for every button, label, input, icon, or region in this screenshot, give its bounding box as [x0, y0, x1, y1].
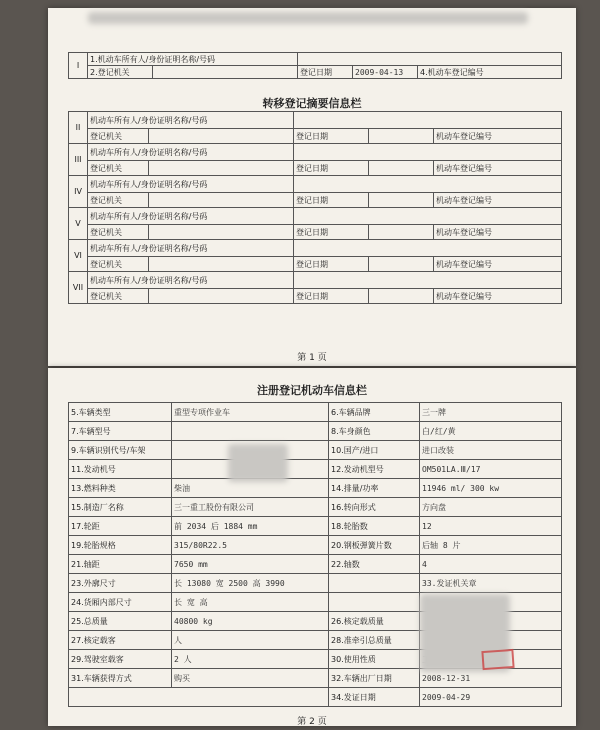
- field-label: 16.转向形式: [329, 498, 420, 517]
- transfer-office-label: 登记机关: [88, 129, 149, 144]
- field-label: 8.车身颜色: [329, 422, 420, 441]
- page-number-2: 第 2 页: [297, 717, 327, 727]
- transfer-no-label: 机动车登记编号: [434, 257, 562, 272]
- field-value: 三一牌: [420, 403, 562, 422]
- issuing-office-stamp: [481, 649, 515, 670]
- field-label: 5.车辆类型: [69, 403, 172, 422]
- transfer-row-number: VI: [69, 240, 88, 272]
- field-label: 23.外廓尺寸: [69, 574, 172, 593]
- field-label: 13.燃料种类: [69, 479, 172, 498]
- registration-row: [69, 422, 562, 441]
- field-label: 6.车辆品牌: [329, 403, 420, 422]
- transfer-section-title: 转移登记摘要信息栏: [262, 97, 362, 110]
- field-label: 21.轴距: [69, 555, 172, 574]
- field-value: 11946 ml/ 300 kw: [420, 479, 562, 498]
- transfer-row-number: VII: [69, 272, 88, 304]
- registration-row: [69, 555, 562, 574]
- field-label: 20.钢板弹簧片数: [329, 536, 420, 555]
- transfer-row-number: V: [69, 208, 88, 240]
- registration-row: [69, 517, 562, 536]
- transfer-office-label: 登记机关: [88, 161, 149, 176]
- field-value: [172, 422, 329, 441]
- field-value: 后轴 8 片: [420, 536, 562, 555]
- transfer-no-label: 机动车登记编号: [434, 225, 562, 240]
- page-1: [48, 8, 576, 366]
- registration-row: [69, 441, 562, 460]
- registration-row: [69, 460, 562, 479]
- field-label: 25.总质量: [69, 612, 172, 631]
- transfer-office-label: 登记机关: [88, 289, 149, 304]
- transfer-table: [68, 111, 562, 304]
- page-number-1: 第 1 页: [297, 353, 327, 363]
- transfer-owner-label: 机动车所有人/身份证明名称/号码: [88, 112, 294, 129]
- field-value: 重型专项作业车: [172, 403, 329, 422]
- redacted-header: [88, 12, 528, 24]
- field-value: 4: [420, 555, 562, 574]
- reg-office-label: 2.登记机关: [88, 66, 153, 79]
- field-label: 11.发动机号: [69, 460, 172, 479]
- transfer-date-label: 登记日期: [294, 289, 369, 304]
- transfer-owner-label: 机动车所有人/身份证明名称/号码: [88, 208, 294, 225]
- transfer-row-number: III: [69, 144, 88, 176]
- transfer-date-label: 登记日期: [294, 129, 369, 144]
- transfer-office-label: 登记机关: [88, 257, 149, 272]
- field-label: 29.驾驶室载客: [69, 650, 172, 669]
- transfer-no-label: 机动车登记编号: [434, 193, 562, 208]
- field-label: 31.车辆获得方式: [69, 669, 172, 688]
- field-value: 三一重工股份有限公司: [172, 498, 329, 517]
- transfer-date-label: 登记日期: [294, 193, 369, 208]
- field-label: 28.准牵引总质量: [329, 631, 420, 650]
- transfer-date-label: 登记日期: [294, 225, 369, 240]
- field-label: 18.轮胎数: [329, 517, 420, 536]
- field-label: 22.轴数: [329, 555, 420, 574]
- field-value: 进口改装: [420, 441, 562, 460]
- field-value: 40800 kg: [172, 612, 329, 631]
- field-label: 14.排量/功率: [329, 479, 420, 498]
- field-label: 32.车辆出厂日期: [329, 669, 420, 688]
- field-value: 白/红/黄: [420, 422, 562, 441]
- transfer-no-label: 机动车登记编号: [434, 129, 562, 144]
- owner-label: 1.机动车所有人/身份证明名称/号码: [88, 53, 298, 66]
- field-value: 柴油: [172, 479, 329, 498]
- field-label: 7.车辆型号: [69, 422, 172, 441]
- field-value: 33.发证机关章: [420, 574, 562, 593]
- transfer-office-label: 登记机关: [88, 225, 149, 240]
- row-number: I: [69, 53, 88, 79]
- field-label: 12.发动机型号: [329, 460, 420, 479]
- field-value: 人: [172, 631, 329, 650]
- redacted-model-vin: [228, 444, 288, 482]
- registration-row: [69, 574, 562, 593]
- field-value: 前 2034 后 1884 mm: [172, 517, 329, 536]
- transfer-row-number: II: [69, 112, 88, 144]
- field-label: [329, 593, 420, 612]
- transfer-owner-label: 机动车所有人/身份证明名称/号码: [88, 176, 294, 193]
- field-label: 24.货厢内部尺寸: [69, 593, 172, 612]
- field-value: 12: [420, 517, 562, 536]
- field-label: 26.核定载质量: [329, 612, 420, 631]
- transfer-no-label: 机动车登记编号: [434, 289, 562, 304]
- transfer-no-label: 机动车登记编号: [434, 161, 562, 176]
- field-value: OM501LA.Ⅲ/17: [420, 460, 562, 479]
- registration-row: [69, 536, 562, 555]
- field-value: 长 宽 高: [172, 593, 329, 612]
- issue-date-label: 34.发证日期: [329, 688, 420, 707]
- reg-no-label: 4.机动车登记编号: [418, 66, 562, 79]
- field-value: 2008-12-31: [420, 669, 562, 688]
- transfer-owner-label: 机动车所有人/身份证明名称/号码: [88, 240, 294, 257]
- field-label: 19.轮胎规格: [69, 536, 172, 555]
- field-label: [329, 574, 420, 593]
- transfer-row-number: IV: [69, 176, 88, 208]
- field-label: 27.核定载客: [69, 631, 172, 650]
- field-value: 购买: [172, 669, 329, 688]
- registration-section-title: 注册登记机动车信息栏: [257, 384, 367, 397]
- reg-date-label: 登记日期: [298, 66, 353, 79]
- field-value: 315/80R22.5: [172, 536, 329, 555]
- field-label: 17.轮距: [69, 517, 172, 536]
- field-label: 15.制造厂名称: [69, 498, 172, 517]
- transfer-owner-label: 机动车所有人/身份证明名称/号码: [88, 144, 294, 161]
- field-value: 2 人: [172, 650, 329, 669]
- field-value: 方向盘: [420, 498, 562, 517]
- registration-row: [69, 498, 562, 517]
- field-value: 长 13080 宽 2500 高 3990: [172, 574, 329, 593]
- reg-date: 2009-04-13: [353, 66, 418, 79]
- owner-table: [68, 52, 562, 79]
- field-label: 30.使用性质: [329, 650, 420, 669]
- registration-row: [69, 403, 562, 422]
- page-2: [48, 368, 576, 726]
- field-label: 9.车辆识别代号/车架: [69, 441, 172, 460]
- transfer-owner-label: 机动车所有人/身份证明名称/号码: [88, 272, 294, 289]
- field-value: 7650 mm: [172, 555, 329, 574]
- field-label: 10.国产/进口: [329, 441, 420, 460]
- transfer-date-label: 登记日期: [294, 161, 369, 176]
- transfer-date-label: 登记日期: [294, 257, 369, 272]
- transfer-office-label: 登记机关: [88, 193, 149, 208]
- registration-row: [69, 479, 562, 498]
- issue-date: 2009-04-29: [420, 688, 562, 707]
